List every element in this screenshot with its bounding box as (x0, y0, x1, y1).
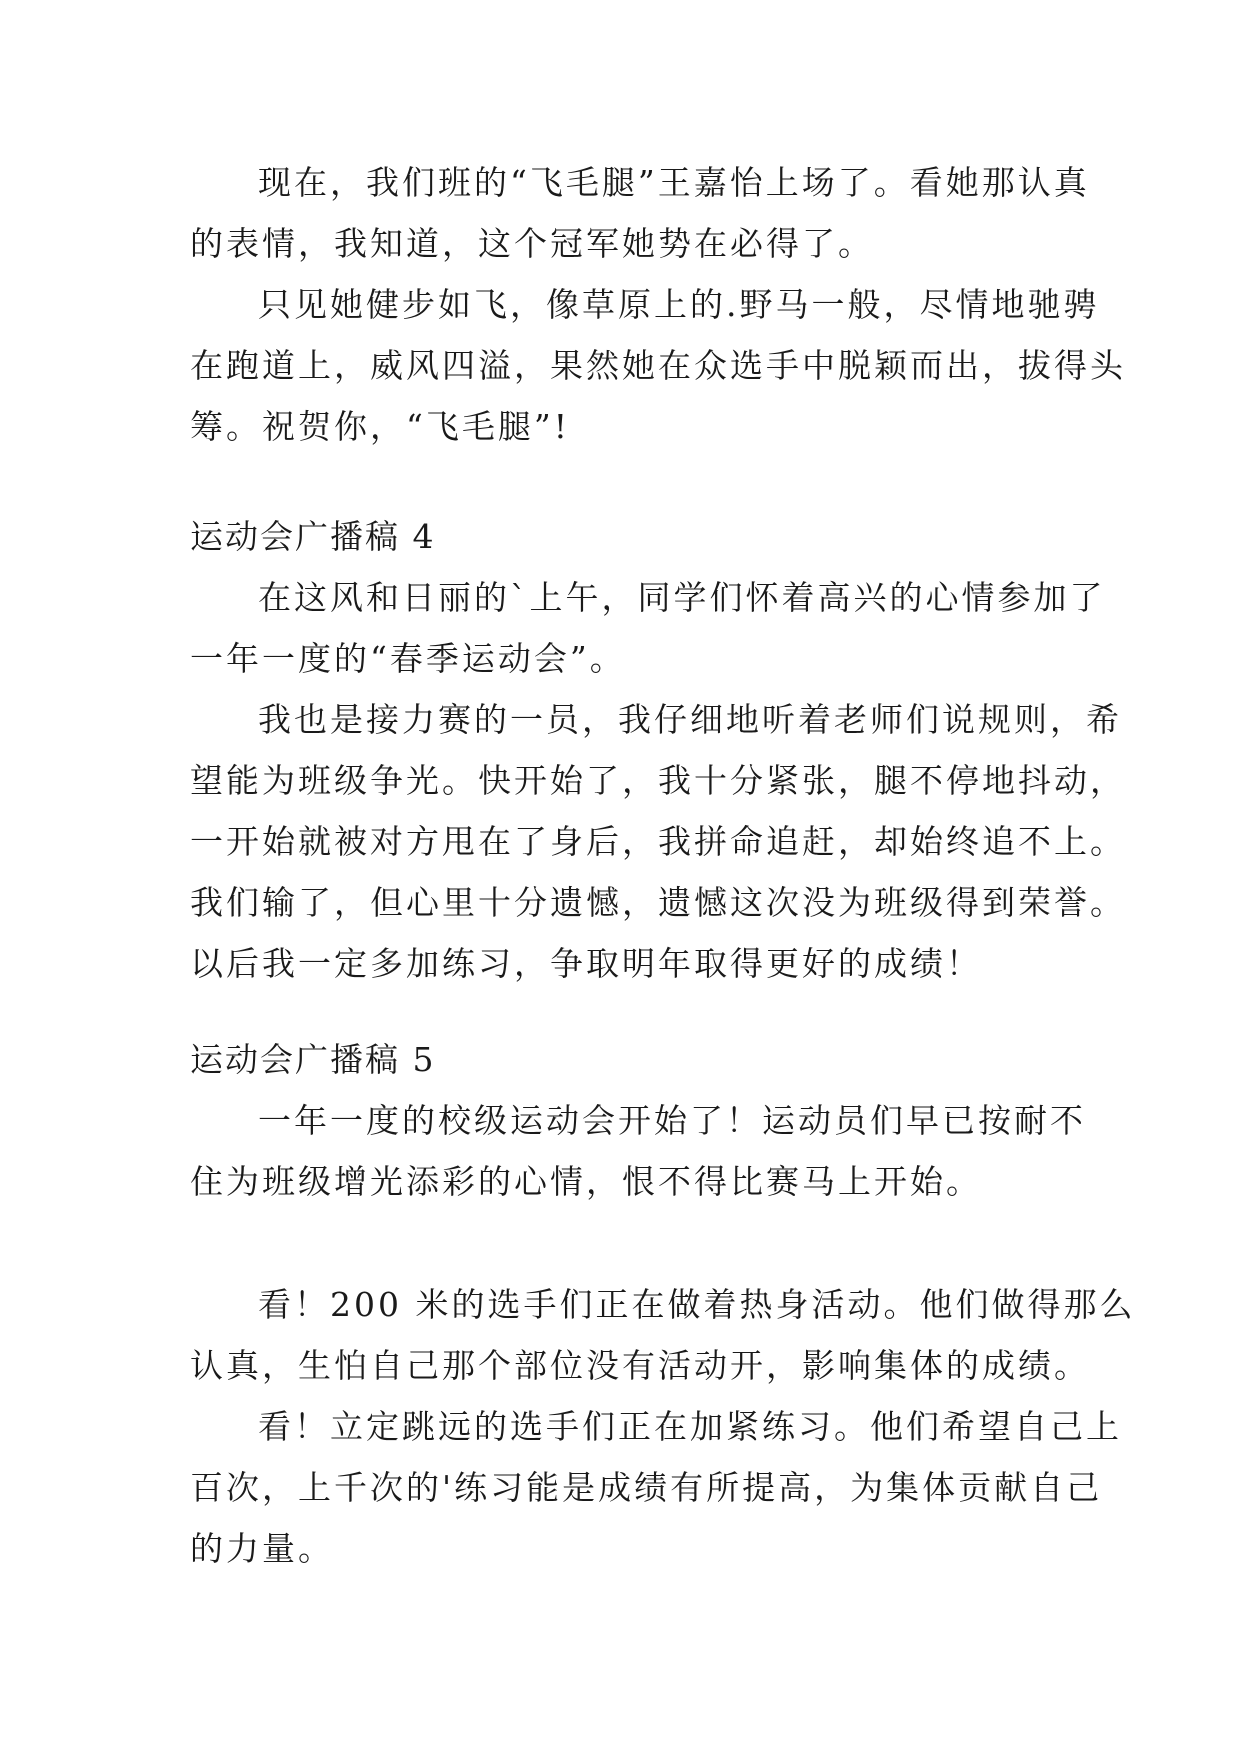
paragraph-line: 筹。祝贺你，“飞毛腿”! (190, 407, 571, 446)
paragraph-line: 在这风和日丽的`上午，同学们怀着高兴的心情参加了 (258, 578, 1106, 617)
paragraph-line: 我也是接力赛的一员，我仔细地听着老师们说规则，希 (258, 700, 1122, 739)
paragraph-line: 一年一度的“春季运动会”。 (190, 639, 626, 678)
paragraph-line: 的力量。 (190, 1529, 334, 1568)
paragraph-line: 看！200 米的选手们正在做着热身活动。他们做得那么 (258, 1285, 1136, 1324)
paragraph-line: 住为班级增光添彩的心情，恨不得比赛马上开始。 (190, 1162, 982, 1201)
paragraph-line: 我们输了，但心里十分遗憾，遗憾这次没为班级得到荣誉。 (190, 883, 1126, 922)
paragraph-line: 只见她健步如飞，像草原上的.野马一般，尽情地驰骋 (258, 285, 1100, 324)
paragraph-line: 看！立定跳远的选手们正在加紧练习。他们希望自己上 (258, 1407, 1122, 1446)
paragraph-line: 一开始就被对方甩在了身后，我拼命追赶，却始终追不上。 (190, 822, 1126, 861)
paragraph-line: 认真，生怕自己那个部位没有活动开，影响集体的成绩。 (190, 1346, 1090, 1385)
paragraph-line: 以后我一定多加练习，争取明年取得更好的成绩！ (190, 944, 982, 983)
paragraph-line: 的表情，我知道，这个冠军她势在必得了。 (190, 224, 874, 263)
paragraph-line: 望能为班级争光。快开始了，我十分紧张，腿不停地抖动， (190, 761, 1126, 800)
paragraph-line: 一年一度的校级运动会开始了！运动员们早已按耐不 (258, 1101, 1086, 1140)
paragraph-line: 百次，上千次的'练习能是成绩有所提高，为集体贡献自己 (190, 1468, 1103, 1507)
section-heading: 运动会广播稿 5 (190, 1040, 436, 1079)
paragraph-line: 在跑道上，威风四溢，果然她在众选手中脱颖而出，拔得头 (190, 346, 1126, 385)
section-heading: 运动会广播稿 4 (190, 517, 436, 556)
paragraph-line: 现在，我们班的“飞毛腿”王嘉怡上场了。看她那认真 (258, 163, 1090, 202)
